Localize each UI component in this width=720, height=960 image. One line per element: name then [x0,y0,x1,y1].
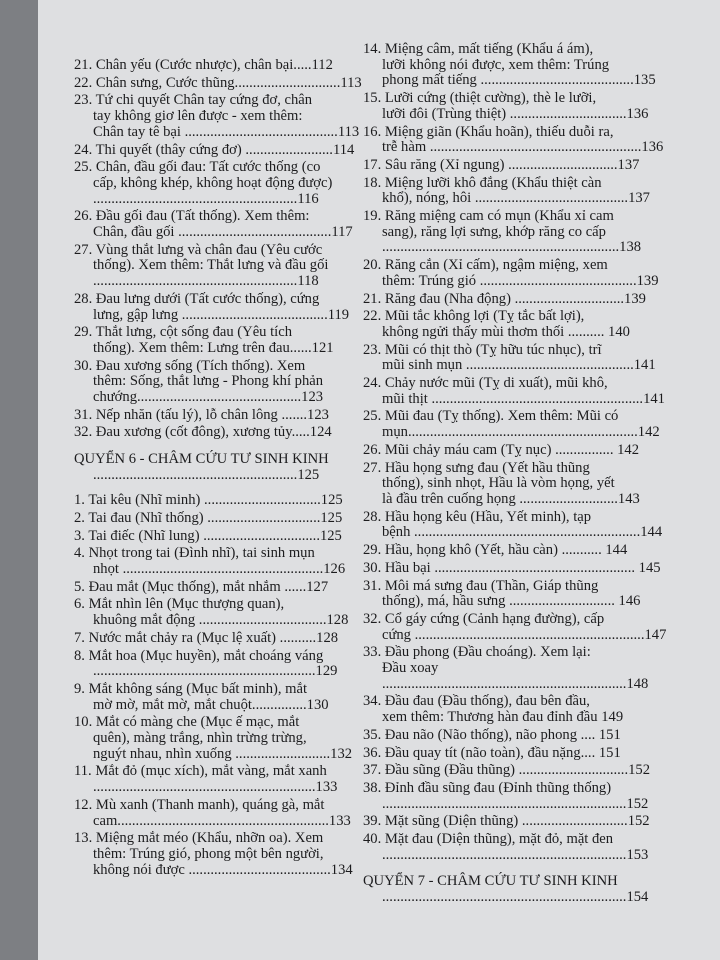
toc-entry [74,597,372,628]
toc-entry-line: ...................................................................153 [382,846,649,863]
toc-entry-line: là đầu trên cuống họng ...........................143 [382,490,640,507]
toc-entry [363,746,703,762]
toc-entry-line: không ngửi thấy mùi thơm thối .......... 140 [382,323,630,340]
toc-entry-line: 25. Mũi đau (Tỵ thống). Xem thêm: Mũi có [363,408,619,425]
toc-entry [74,160,372,207]
toc-entry [74,425,372,441]
toc-entry [363,814,703,830]
toc-entry [74,243,372,290]
toc-entry-line: 10. Mắt có màng che (Mục ế mạc, mắt [74,714,300,731]
toc-entry [74,325,372,356]
toc-entry [363,409,703,440]
toc-entry-line: 1. Tai kêu (Nhĩ minh) ................................125 [74,492,343,509]
toc-entry-line: mờ mờ, mắt mờ, mắt chuột...............130 [93,696,329,713]
section-title: QUYỂN 7 - CHÂM CỨU TƯ SINH KINH [363,873,618,890]
toc-entry [363,176,703,207]
toc-entry-line: lưỡi không nói được, xem thêm: Trúng [382,56,610,73]
toc-entry [363,158,703,174]
toc-entry-line: lưng, gập lưng ........................................119 [93,306,350,323]
toc-entry [363,309,703,340]
toc-entry-line: 4. Nhọt trong tai (Đình nhĩ), tai sinh mụn [74,545,315,562]
toc-entry-line: quên), màng trắng, nhìn trừng trừng, [93,730,307,747]
toc-entry-line: 32. Cổ gáy cứng (Cảnh hạng đường), cấp [363,610,605,627]
toc-entry-line: 28. Hầu họng kêu (Hầu, Yết minh), tạp [363,508,592,525]
toc-entry-line: 31. Nếp nhăn (tấu lý), lỗ chân lông .......123 [74,406,329,423]
toc-entry-line: 23. Mũi có thịt thò (Tỵ hữu túc nhục), trĩ [363,341,602,358]
toc-entry-line: 32. Đau xương (cốt đông), xương tủy.....124 [74,424,332,441]
toc-entry [74,764,372,795]
toc-entry [363,461,703,508]
toc-entry-line: tay không giơ lên được - xem thêm: [93,108,303,125]
toc-entry-line: 24. Chảy nước mũi (Tỵ di xuất), mũi khô, [363,375,608,392]
toc-entry-line: bệnh ..............................................................144 [382,524,663,541]
section-heading [363,873,703,905]
toc-entry-line: ........................................................116 [93,190,319,207]
toc-entry-line: khổ), nóng, hôi ..........................................137 [382,190,650,207]
toc-entry-line: 18. Miệng lưỡi khô đắng (Khẩu thiệt càn [363,174,602,191]
toc-entry-line: .............................................................129 [93,663,338,680]
toc-entry-line: 17. Sâu răng (Xỉ ngung) ..............................137 [363,156,640,173]
toc-entry-line: thêm: Trúng gió ...........................................139 [382,272,659,289]
toc-entry-line: 16. Miệng giãn (Khẩu hoãn), thiếu duỗi ra, [363,123,614,140]
toc-entry [74,209,372,240]
toc-entry-line: Đầu xoay [382,660,439,677]
toc-entry-line: 22. Chân sưng, Cước thũng.............................113 [74,74,362,91]
toc-entry [363,763,703,779]
toc-entry-line: 39. Mặt sũng (Diện thũng) .............................152 [363,813,650,830]
toc-entry-line: lưỡi đôi (Trùng thiệt) ................................136 [382,105,649,122]
toc-entry-line: 38. Đỉnh đầu sũng đau (Đỉnh thũng thống) [363,779,612,796]
toc-entry-line: 13. Miệng mắt méo (Khẩu, nhỡn oa). Xem [74,830,324,847]
section-title: QUYỂN 6 - CHÂM CỨU TƯ SINH KINH [74,451,329,468]
toc-entry [74,76,372,92]
toc-entry-line: nguýt nhau, nhìn xuống ..........................132 [93,745,353,762]
toc-entry-line: 28. Đau lưng dưới (Tất cước thống), cứng [74,290,320,307]
toc-entry-line: xem thêm: Thương hàn đau đỉnh đầu 149 [382,709,624,726]
toc-entry-line: 12. Mù xanh (Thanh manh), quáng gà, mắt [74,796,325,813]
toc-entry [363,543,703,559]
toc-entry-line: 20. Răng cắn (Xỉ cấm), ngậm miệng, xem [363,257,608,274]
toc-entry [74,359,372,406]
toc-entry-line: 5. Đau mắt (Mục thống), mắt nhắm ......127 [74,578,329,595]
toc-entry [363,209,703,256]
toc-entry [74,93,372,140]
toc-entry-line: 26. Mũi chảy máu cam (Tỵ nục) ................ 142 [363,441,640,458]
toc-entry-line: 37. Đầu sũng (Đầu thũng) ..............................152 [363,762,650,779]
toc-entry [363,728,703,744]
toc-entry-line: 34. Đầu đau (Đầu thống), đau bên đầu, [363,693,590,710]
toc-entry-line: 29. Hầu, họng khô (Yết, hầu càn) ........... 144 [363,542,628,559]
toc-entry-line: 22. Mũi tắc không lợi (Tỵ tắc bất lợi), [363,308,585,325]
toc-entry [363,832,703,863]
toc-entry-line: 19. Răng miệng cam có mụn (Khẩu xỉ cam [363,208,614,225]
toc-entry [363,292,703,308]
toc-entry-line: 21. Răng đau (Nha động) ..............................139 [363,290,646,307]
toc-entry-line: 29. Thắt lưng, cột sống đau (Yêu tích [74,324,292,341]
toc-entry [74,408,372,424]
toc-entry [363,42,703,89]
toc-entry [74,831,372,878]
toc-entry [363,343,703,374]
toc-entry-line: Chân, đầu gối ..........................................117 [93,224,353,241]
toc-entry-line: 7. Nước mắt chảy ra (Mục lệ xuất) ..........128 [74,629,339,646]
toc-entry [74,529,372,545]
toc-entry-line: 26. Đầu gối đau (Tất thống). Xem thêm: [74,208,310,225]
toc-entry-line: 9. Mắt không sáng (Mục bất minh), mắt [74,680,308,697]
toc-entry-line: phong mất tiếng ..........................................135 [382,72,656,89]
section-page-line: ........................................................125 [93,467,320,484]
book-page [38,0,720,960]
toc-entry [74,143,372,159]
toc-entry [363,612,703,643]
toc-entry-line: 25. Chân, đầu gối đau: Tất cước thống (co [74,159,321,176]
toc-entry-line: 8. Mắt hoa (Mục huyền), mắt choáng váng [74,647,324,664]
section-heading [74,451,372,483]
toc-entry-line: 15. Lưỡi cứng (thiệt cường), thè le lưỡi, [363,90,597,107]
toc-entry [363,510,703,541]
toc-entry [363,376,703,407]
toc-entry [74,682,372,713]
toc-entry-line: thêm: Trúng gió, phong một bên người, [93,845,324,862]
toc-entry-line: mũi thịt ..........................................................141 [382,390,665,407]
toc-entry [74,631,372,647]
toc-entry-line: 30. Hầu bại ....................................................... 145 [363,559,661,576]
toc-entry-line: ........................................................118 [93,273,319,290]
toc-entry-line: 35. Đau não (Não thống), não phong .... 151 [363,726,621,743]
toc-entry-line: 24. Thi quyết (thây cứng đơ) ........................114 [74,141,355,158]
toc-entry [363,443,703,459]
toc-entry-line: thống), sinh nhọt, Hầu là vòm họng, yết [382,475,615,492]
toc-entry-line: 3. Tai điếc (Nhĩ lung) ................................125 [74,527,342,544]
toc-entry-line: cứng ...............................................................147 [382,626,667,643]
toc-entry-line: ...................................................................148 [382,675,649,692]
toc-entry-line: thống). Xem thêm: Lưng trên đau......121 [93,339,334,356]
toc-entry-line: .............................................................133 [93,779,338,796]
toc-entry-line: Chân tay tê bại ..........................................113 [93,123,360,140]
toc-entry-line: sang), răng lợi sưng, khớp răng co cấp [382,223,606,240]
toc-entry-line: 21. Chân yếu (Cước nhược), chân bại.....112 [74,57,333,73]
toc-entry-line: 30. Đau xương sống (Tích thống). Xem [74,357,306,374]
toc-entry-line: 36. Đầu quay tít (não toàn), đầu nặng.... 151 [363,744,621,761]
toc-entry-line: 33. Đầu phong (Đầu choáng). Xem lại: [363,644,591,661]
toc-entry [363,258,703,289]
toc-entry [363,125,703,156]
toc-entry [74,798,372,829]
toc-entry-line: 14. Miệng câm, mất tiếng (Khẩu á ám), [363,41,594,57]
toc-entry [363,694,703,725]
toc-entry [74,546,372,577]
toc-entry [74,493,372,509]
toc-entry-line: 23. Tứ chi quyết Chân tay cứng đơ, chân [74,92,313,109]
toc-entry [363,579,703,610]
toc-entry-line: 27. Hầu họng sưng đau (Yết hầu thũng [363,459,590,476]
toc-entry-line: 6. Mắt nhìn lên (Mục thượng quan), [74,596,285,613]
toc-entry-line: ...................................................................152 [382,795,649,812]
toc-entry-line: khuông mắt động ...................................128 [93,612,349,629]
toc-entry [74,511,372,527]
toc-entry-line: 40. Mặt đau (Diện thũng), mặt đỏ, mặt đen [363,831,614,848]
toc-entry-line: thống). Xem thêm: Thắt lưng và đầu gối [93,257,329,274]
toc-entry [363,781,703,812]
toc-entry-line: thống), má, hầu sưng ............................. 146 [382,593,641,610]
toc-entry-line: 2. Tai đau (Nhĩ thống) ...............................125 [74,509,343,526]
toc-entry-line: mũi sinh mụn ..............................................141 [382,357,656,374]
toc-entry-line: trễ hàm ..........................................................136 [382,139,664,156]
toc-entry [74,292,372,323]
toc-entry-line: thêm: Sống, thắt lưng - Phong khí phản [93,373,324,390]
toc-entry-line: chướng.............................................123 [93,389,324,406]
toc-entry-line: .................................................................138 [382,239,642,256]
toc-entry-line: cam..........................................................133 [93,812,351,829]
section-page-line: ...................................................................154 [382,889,649,906]
right-column [363,42,703,915]
toc-entry-line: cấp, không khép, không hoạt động được) [93,174,333,191]
toc-entry [74,715,372,762]
toc-entry-line: nhọt .......................................................126 [93,560,346,577]
left-column [74,58,372,880]
toc-entry [363,91,703,122]
toc-entry [363,645,703,692]
toc-entry [363,561,703,577]
toc-entry-line: 11. Mắt đỏ (mục xích), mắt vàng, mắt xanh [74,763,327,780]
toc-entry [74,58,372,74]
toc-entry [74,649,372,680]
toc-entry-line: 27. Vùng thắt lưng và chân đau (Yêu cước [74,241,323,258]
toc-entry [74,580,372,596]
toc-entry-line: không nói được .......................................134 [93,861,353,878]
toc-entry-line: mụn...............................................................142 [382,424,660,441]
toc-entry-line: 31. Môi má sưng đau (Thần, Giáp thũng [363,577,599,594]
